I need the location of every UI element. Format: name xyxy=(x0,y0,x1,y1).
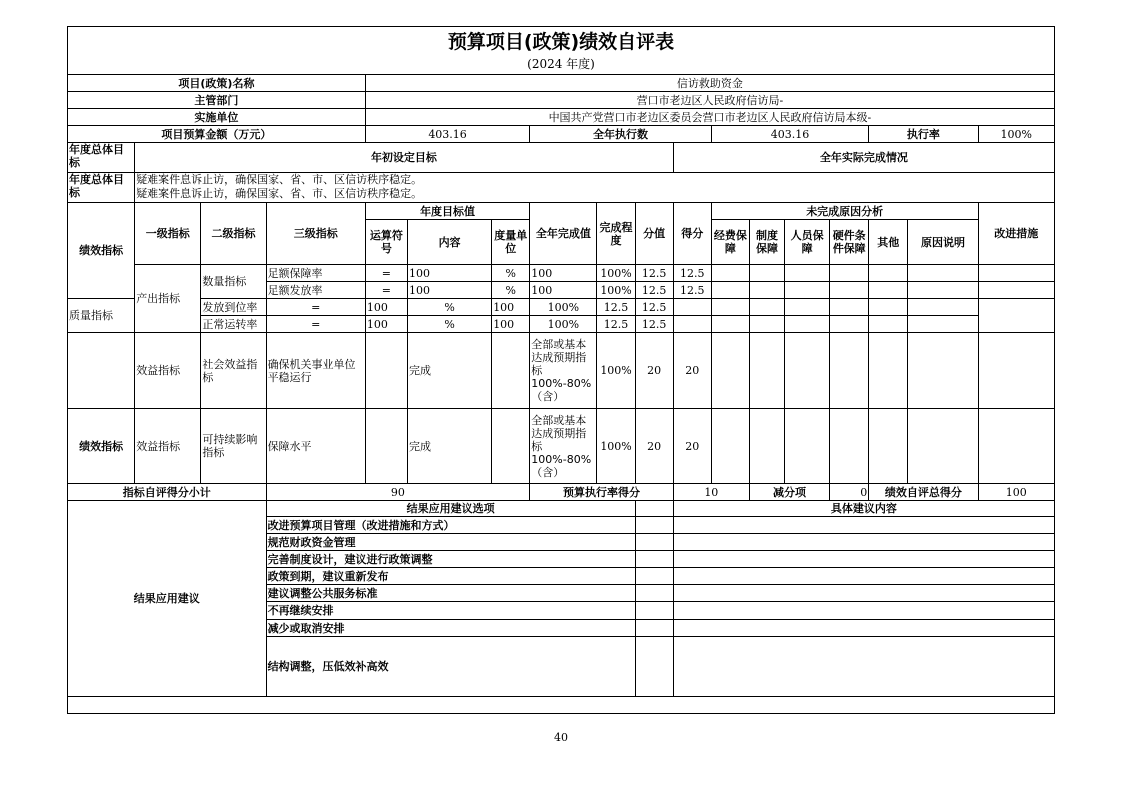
dept-value: 营口市老边区人民政府信访局- xyxy=(365,92,1054,109)
indicator-actual: 100 xyxy=(492,316,530,333)
benefit-level1: 效益指标 xyxy=(135,333,201,409)
reason-hardware-header: 硬件条件保障 xyxy=(830,220,869,265)
operator-header: 运算符号 xyxy=(365,220,407,265)
budget-value: 403.16 xyxy=(365,126,529,143)
budget-label: 项目预算金额（万元） xyxy=(68,126,366,143)
result-option: 减少或取消安排 xyxy=(266,620,635,637)
budget-score-label: 预算执行率得分 xyxy=(530,484,673,501)
level1-header: 一级指标 xyxy=(135,203,201,265)
indicator-content: 100 xyxy=(365,299,407,316)
indicator-actual: 100 xyxy=(530,282,597,299)
output-indicator-label: 产出指标 xyxy=(135,265,201,333)
total-label: 绩效自评总得分 xyxy=(869,484,978,501)
indicator-value: 12.5 xyxy=(597,316,635,333)
indicator-score: 12.5 xyxy=(673,265,711,282)
exec-label: 全年执行数 xyxy=(530,126,712,143)
content-header: 内容 xyxy=(407,220,491,265)
indicator-completion: 100% xyxy=(530,316,597,333)
target-group-header: 年度目标值 xyxy=(365,203,529,220)
unit-header: 度量单位 xyxy=(492,220,530,265)
indicator-value: 12.5 xyxy=(635,265,673,282)
project-name-value: 信访救助资金 xyxy=(365,75,1054,92)
quality-indicator-label: 质量指标 xyxy=(68,299,135,333)
goals-label: 年度总体目标 xyxy=(68,143,135,173)
table-row xyxy=(68,333,1055,409)
benefit-level1: 效益指标 xyxy=(135,409,201,484)
rate-value: 100% xyxy=(978,126,1054,143)
indicator-actual: 100 xyxy=(530,265,597,282)
indicator-score: 12.5 xyxy=(673,282,711,299)
unit-value: 中国共产党营口市老边区委员会营口市老边区人民政府信访局本级- xyxy=(365,109,1054,126)
indicator-name: 足额保障率 xyxy=(266,265,365,282)
level2-header: 二级指标 xyxy=(201,203,266,265)
benefit-score: 20 xyxy=(673,333,711,409)
reason-funding-header: 经费保障 xyxy=(711,220,749,265)
page-subtitle: (2024 年度) xyxy=(527,57,595,71)
evaluation-sheet xyxy=(67,26,1055,714)
indicator-completion: 100% xyxy=(597,282,635,299)
row-goals-text xyxy=(68,173,1055,203)
exec-value: 403.16 xyxy=(711,126,868,143)
page-title: 预算项目(政策)绩效自评表 xyxy=(447,31,675,53)
actual-header: 全年完成值 xyxy=(530,203,597,265)
row-unit xyxy=(68,109,1055,126)
result-option: 结构调整，压低效补高效 xyxy=(266,637,635,697)
row-dept xyxy=(68,92,1055,109)
page-number: 40 xyxy=(554,731,568,744)
benefit-completion: 100% xyxy=(597,409,635,484)
results-content-header: 具体建议内容 xyxy=(673,501,1054,517)
benefit-completion: 100% xyxy=(597,333,635,409)
benefit-value: 20 xyxy=(635,409,673,484)
indicator-unit: % xyxy=(492,282,530,299)
benefit-level2: 社会效益指标 xyxy=(201,333,266,409)
indicator-actual: 100 xyxy=(492,299,530,316)
initial-goal-text: 疑难案件息诉止访，确保国家、省、市、区信访秩序稳定。 xyxy=(136,173,423,186)
indicator-completion: 100% xyxy=(597,265,635,282)
indicator-name: 足额发放率 xyxy=(266,282,365,299)
result-option: 改进预算项目管理（改进措施和方式） xyxy=(266,517,635,534)
indicator-operator: = xyxy=(365,282,407,299)
perf-label: 绩效指标 xyxy=(68,203,135,299)
row-goals-header xyxy=(68,143,1055,173)
initial-goal-header: 年初设定目标 xyxy=(135,143,674,173)
indicator-content: 100 xyxy=(365,316,407,333)
reason-desc-header: 原因说明 xyxy=(908,220,978,265)
benefit-score: 20 xyxy=(673,409,711,484)
indicator-content: 100 xyxy=(407,265,491,282)
indicator-operator: = xyxy=(365,265,407,282)
reason-group-header: 未完成原因分析 xyxy=(711,203,978,220)
benefit-content: 完成 xyxy=(407,409,491,484)
indicator-operator: = xyxy=(266,299,365,316)
indicator-content: 100 xyxy=(407,282,491,299)
indicator-score: 12.5 xyxy=(635,299,673,316)
benefit-content: 完成 xyxy=(407,333,491,409)
table-row xyxy=(68,409,1055,484)
indicator-operator: = xyxy=(266,316,365,333)
benefit-actual: 全部或基本达成预期指标100%-80%（含） xyxy=(530,333,597,409)
benefit-level3: 保障水平 xyxy=(266,409,365,484)
table-row xyxy=(68,265,1055,282)
table-row xyxy=(68,316,1055,333)
indicator-name: 发放到位率 xyxy=(201,299,266,316)
benefit-value: 20 xyxy=(635,333,673,409)
project-name-label: 项目(政策)名称 xyxy=(68,75,366,92)
actual-goal-text: 疑难案件息诉止访，确保国家、省、市、区信访秩序稳定。 xyxy=(136,187,423,200)
result-option: 规范财政资金管理 xyxy=(266,534,635,551)
subtotal-value: 90 xyxy=(266,484,530,501)
result-option: 建议调整公共服务标准 xyxy=(266,585,635,602)
results-label: 结果应用建议 xyxy=(68,501,267,697)
completion-header: 完成程度 xyxy=(597,203,635,265)
quantity-indicator-label: 数量指标 xyxy=(201,265,266,299)
result-option: 政策到期，建议重新发布 xyxy=(266,568,635,585)
level3-header: 三级指标 xyxy=(266,203,365,265)
benefit-level2: 可持续影响指标 xyxy=(201,409,266,484)
deduct-value: 0 xyxy=(830,484,869,501)
goals-label-2: 年度总体目标 xyxy=(68,173,135,203)
goals-text xyxy=(135,173,1055,203)
indicator-score: 12.5 xyxy=(635,316,673,333)
indicator-value: 12.5 xyxy=(635,282,673,299)
dept-label: 主管部门 xyxy=(68,92,366,109)
actual-goal-header: 全年实际完成情况 xyxy=(673,143,1054,173)
benefit-level3: 确保机关事业单位平稳运行 xyxy=(266,333,365,409)
result-option: 不再继续安排 xyxy=(266,602,635,620)
evaluation-table xyxy=(67,74,1055,697)
result-option: 完善制度设计，建议进行政策调整 xyxy=(266,551,635,568)
row-results-header xyxy=(68,501,1055,517)
rate-label: 执行率 xyxy=(869,126,978,143)
reason-staff-header: 人员保障 xyxy=(785,220,830,265)
row-project-name xyxy=(68,75,1055,92)
deduct-label: 减分项 xyxy=(749,484,829,501)
indicator-unit: % xyxy=(407,299,491,316)
results-options-header: 结果应用建议选项 xyxy=(266,501,635,517)
unit-label: 实施单位 xyxy=(68,109,366,126)
reason-system-header: 制度保障 xyxy=(749,220,784,265)
indicator-unit: % xyxy=(407,316,491,333)
budget-score-value: 10 xyxy=(673,484,749,501)
row-ind-header-1 xyxy=(68,203,1055,220)
indicator-unit: % xyxy=(492,265,530,282)
perf-label-2: 绩效指标 xyxy=(68,409,135,484)
score-header: 得分 xyxy=(673,203,711,265)
row-summary xyxy=(68,484,1055,501)
indicator-value: 12.5 xyxy=(597,299,635,316)
indicator-completion: 100% xyxy=(530,299,597,316)
score-value-header: 分值 xyxy=(635,203,673,265)
reason-other-header: 其他 xyxy=(869,220,908,265)
benefit-actual: 全部或基本达成预期指标100%-80%（含） xyxy=(530,409,597,484)
improve-header: 改进措施 xyxy=(978,203,1054,265)
subtotal-label: 指标自评得分小计 xyxy=(68,484,267,501)
row-budget xyxy=(68,126,1055,143)
table-row xyxy=(68,299,1055,316)
indicator-name: 正常运转率 xyxy=(201,316,266,333)
total-value: 100 xyxy=(978,484,1054,501)
